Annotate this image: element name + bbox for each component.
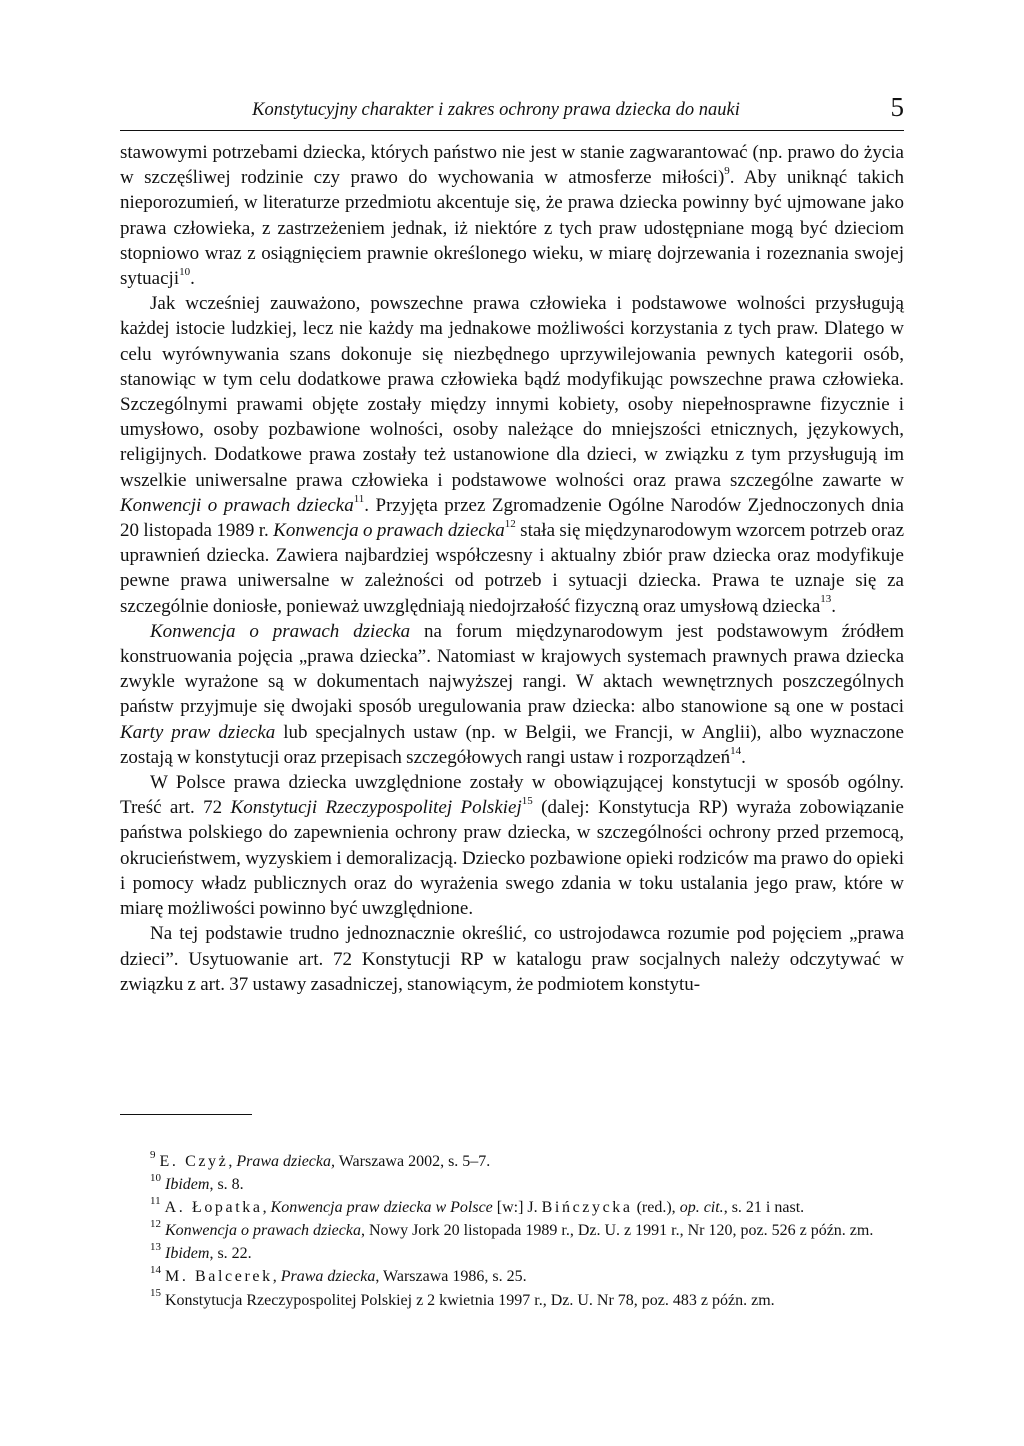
running-header bbox=[120, 92, 904, 131]
document-page bbox=[120, 0, 904, 1446]
footnote-9: $^9$ E. Czyż, Prawa dziecka, Warszawa 2002, s. 5–7. bbox=[150, 1148, 491, 1170]
paragraph-1 bbox=[120, 140, 904, 291]
footnote-15 bbox=[120, 1289, 904, 1312]
footnote-author: M. Balcerek bbox=[165, 1268, 273, 1286]
paragraph-2 bbox=[120, 291, 904, 619]
footnote-text: , Warszawa 1986, s. 25. bbox=[375, 1268, 527, 1286]
paragraph-text: lub specjalnych ustaw (np. w Belgii, we Francji, w Anglii), albo wyznaczone zostają w konstytucji oraz przepisach szczegółowych rangi ustaw i rozporządzeń bbox=[120, 721, 904, 768]
footnote-11: $^{11}$ A. Łopatka, Konwencja praw dziecka w Polsce [w:] J. Bińczycka (red.), op. cit., s. 21 i nast. bbox=[150, 1194, 805, 1217]
footnote-divider bbox=[120, 1114, 252, 1115]
italic-title: Konwencji o prawach dziecka bbox=[120, 494, 354, 516]
footnote-ref: 12 bbox=[504, 517, 516, 530]
footnote-number: 15 bbox=[150, 1287, 161, 1300]
footnote-text: , s. 21 i nast. bbox=[723, 1199, 805, 1217]
footnote-title: op. cit. bbox=[679, 1199, 724, 1217]
footnote-text: [w:] J. bbox=[492, 1199, 542, 1217]
footnote-title: Ibidem bbox=[165, 1176, 210, 1194]
footnotes bbox=[120, 1150, 904, 1312]
paragraph-text: . bbox=[831, 595, 837, 617]
footnote-author: Bińczycka bbox=[541, 1199, 633, 1217]
footnote-number: 14 bbox=[150, 1264, 161, 1277]
footnote-text: Konstytucja Rzeczypospolitej Polskiej z 2 kwietnia 1997 r., Dz. U. Nr 78, poz. 483 z późn. zm. bbox=[165, 1291, 775, 1309]
paragraph-text: Jak wcześniej zauważono, powszechne prawa człowieka i podstawowe wolności przysługują każdej istocie ludzkiej, lecz nie każdy ma jednakowe możliwości korzystania z tych praw. Dlatego w celu wyrównywania szans dokonuje się niezbędnego uprzywilejowania pewnych kategorii osób, stanowiąc w tym celu dodatkowe prawa człowieka bądź modyfikując powszechne prawa człowieka. Szczególnymi prawami objęte zostały między innymi kobiety, osoby niepełnosprawne fizycznie i umysłowo, osoby pozbawione wolności, osoby należące do mniejszości etnicznych, językowych, religijnych. Dodatkowe prawa zostały też ustanowione dla dzieci, w związku z tym przysługują im wszelkie uniwersalne prawa człowieka i podstawowe wolności oraz prawa szczególne zawarte w bbox=[120, 293, 904, 491]
paragraph-5 bbox=[120, 921, 904, 997]
footnote-text: Warszawa 2002, s. 5–7. bbox=[335, 1153, 491, 1170]
footnote-ref: 11 bbox=[353, 492, 365, 505]
paragraph-text: . Przyjęta przez Zgromadzenie Ogólne Narodów Zjednoczonych dnia 20 listopada 1989 r. bbox=[120, 494, 904, 542]
footnote-ref: 13 bbox=[820, 593, 832, 606]
footnote-text: , s. 8. bbox=[209, 1176, 244, 1194]
footnote-title: Konwencja o prawach dziecka bbox=[165, 1222, 361, 1240]
italic-title: Konwencja o prawach dziecka bbox=[150, 620, 411, 642]
paragraph-text: stawowymi potrzebami dziecka, których państwo nie jest w stanie zagwarantować (np. prawo do życia w szczęśliwej rodzinie czy prawo do wychowania w atmosferze miłości) bbox=[120, 142, 904, 189]
italic-title: Karty praw dziecka bbox=[120, 721, 276, 743]
footnote-author: E. Czyż bbox=[159, 1153, 229, 1170]
paragraph-4 bbox=[120, 770, 904, 921]
paragraph-text: stała się międzynarodowym wzorcem potrzeb oraz uprawnień dziecka. Zawiera najbardziej współczesny i aktualny zbiór praw dziecka oraz modyfikuje pewne prawa uniwersalne w zależności od potrzeb i sytuacji dziecka. Prawa te uznaje się za szczególnie doniosłe, ponieważ uwzględniają niedojrzałość fizyczną oraz umysłową dziecka bbox=[120, 520, 904, 617]
footnote-14: $^{14}$ M. Balcerek, Prawa dziecka, Warszawa 1986, s. 25. bbox=[150, 1264, 527, 1286]
paragraph-text: na forum międzynarodowym jest podstawowym źródłem konstruowania pojęcia „prawa dziecka”. Natomiast w krajowych systemach prawnych prawa dziecka zwykle wyrażone są w dokumentach najwyższej rangi. W aktach wewnętrznych poszczególnych państw przyjmuje się dwojaki sposób uregulowania praw dziecka: albo stanowione są one w postaci bbox=[120, 620, 904, 718]
footnote-author: A. Łopatka bbox=[164, 1199, 263, 1217]
italic-title: Konwencja o prawach dziecka bbox=[273, 520, 505, 542]
footnote-number: 9 bbox=[150, 1148, 156, 1161]
paragraph-text: . Aby uniknąć takich nieporozumień, w literaturze przedmiotu akcentuje się, że prawa dziecka powinny być ujmowane jako prawa człowieka, z zastrzeżeniem jednak, iż niektóre z tych praw udostępniane mogą być dzieciom stopniowo wraz z osiągnięciem prawnie określonego wieku, w miarę dojrzewania i rozeznania swojej sytuacji bbox=[120, 167, 904, 290]
footnote-10 bbox=[120, 1173, 904, 1196]
paragraph-3 bbox=[120, 619, 904, 770]
footnote-text: , s. 22. bbox=[209, 1245, 252, 1263]
footnote-number: 13 bbox=[150, 1241, 161, 1254]
footnote-text: , Nowy Jork 20 listopada 1989 r., Dz. U. z 1991 r., Nr 120, poz. 526 z późn. zm. bbox=[360, 1222, 874, 1240]
paragraph-text: . bbox=[190, 268, 195, 290]
paragraph-text: Na tej podstawie trudno jednoznacznie określić, co ustrojodawca rozumie pod pojęciem „prawa dzieci”. Usytuowanie art. 72 Konstytucji RP w katalogu praw socjalnych należy odczytywać w związku z art. 37 ustawy zasadniczej, stanowiącym, że podmiotem konstytu- bbox=[120, 923, 904, 995]
paragraph-text: W Polsce prawa dziecka uwzględnione zostały w obowiązującej konstytucji w sposób ogólny. Treść art. 72 bbox=[120, 772, 904, 819]
footnote-ref: 14 bbox=[730, 744, 742, 757]
italic-title: Konstytucji Rzeczypospolitej Polskiej bbox=[230, 797, 522, 819]
footnote-title: Prawa dziecka, bbox=[236, 1153, 336, 1170]
footnote-ref: 15 bbox=[521, 794, 533, 807]
paragraph-text: (dalej: Konstytucja RP) wyraża zobowiązanie państwa polskiego do zapewnienia ochrony praw dziecka, w szczególności ochrony przed przemocą, okrucieństwem, wyzyskiem i demoralizacją. Dziecko pozbawione opieki rodziców ma prawo do opieki i pomocy władz publicznych oraz do wyrażenia swego zdania w toku ustalania jego praw, które w miarę możliwości powinno być uwzględnione. bbox=[120, 797, 904, 920]
footnote-12 bbox=[120, 1219, 904, 1242]
footnote-text: (red.), bbox=[632, 1199, 680, 1217]
body-text bbox=[120, 140, 904, 997]
paragraph-text: . bbox=[741, 746, 746, 768]
page-number: 5 bbox=[890, 92, 904, 122]
running-title: Konstytucyjny charakter i zakres ochrony prawa dziecka do nauki bbox=[252, 100, 740, 120]
footnote-13 bbox=[120, 1242, 904, 1265]
footnote-number: 12 bbox=[150, 1217, 161, 1230]
footnote-ref: 10 bbox=[179, 265, 191, 278]
footnote-title: Prawa dziecka bbox=[280, 1268, 376, 1286]
footnote-title: Ibidem bbox=[165, 1245, 210, 1263]
footnote-ref: 9 bbox=[724, 164, 730, 177]
footnote-title: Konwencja praw dziecka w Polsce bbox=[270, 1199, 493, 1217]
footnote-number: 11 bbox=[150, 1194, 161, 1207]
footnote-number: 10 bbox=[150, 1171, 161, 1184]
